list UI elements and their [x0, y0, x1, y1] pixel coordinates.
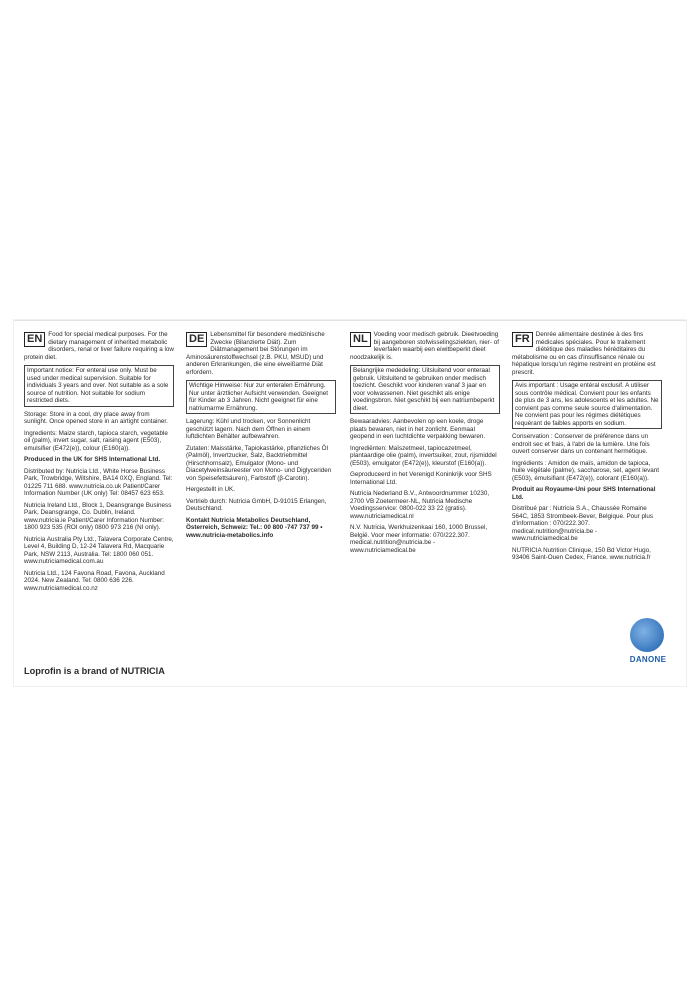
fr-header	[512, 331, 662, 376]
fr-notice-box	[512, 380, 662, 429]
nl-ingredients: Ingrediënten: Maïszetmeel, tapiocazetmeel, plantaardige olie (palm), invertsuiker, zout, rijsmiddel (E503), emulgator (E472(e)), kleurstof (E160(a)).	[350, 444, 497, 467]
nl-notice-box	[350, 365, 500, 414]
de-made: Hergestellt in UK.	[186, 486, 235, 493]
nl-storage: Bewaaradvies: Aanbevolen op een koele, droge plaats bewaren, niet in het zonlicht. Eenmaal geopend in een luchtdichte verpakking bewaren.	[350, 418, 486, 440]
de-column	[186, 331, 336, 543]
en-australia: Nutricia Australia Pty Ltd., Talavera Corporate Centre, Level 4, Building D, 12-24 Talavera Rd, Macquarie Park, NSW 2113, Australia. Tel: 1800 060 051. www.nutriciamedical.com.au	[24, 535, 174, 565]
language-tag-fr: FR	[512, 332, 533, 347]
fr-notice: Avis important : Usage entéral exclusif. A utiliser sous contrôle médical. Convient pour les enfants de plus de 3 ans, les adolescents et les adultes. Ne convient pas comme seule source d'alimentation. Ne convient pas pour les régimes diététiques requérant de faibles apports en sodium.	[515, 382, 659, 427]
fr-clinique: NUTRICIA Nutrition Clinique, 150 Bd Victor Hugo, 93406 Saint-Ouen Cedex, France. www.nutricia.fr	[512, 546, 651, 561]
fr-distributed: Distribué par : Nutricia S.A., Chaussée Romaine 564C, 1853 Strombeek-Bever, Belgique. Pour plus d'information : 070/222.307. medical.nutrition@nutricia.be - www.nutriciamedical.be	[512, 505, 654, 542]
fr-ingredients: Ingrédients : Amidon de maïs, amidon de tapioca, huile végétale (palme), saccharose, sel, agent levant (E503), émulsifiant (E472(e)), colorant (E160(a)).	[512, 459, 660, 482]
language-tag-nl: NL	[350, 332, 371, 347]
nl-produced: Geproduceerd in het Verenigd Koninkrijk voor SHS International Ltd.	[350, 471, 492, 486]
en-ireland: Nutricia Ireland Ltd., Block 1, Deansgrange Business Park, Deansgrange, Co. Dublin, Ireland. www.nutricia.ie Patient/Carer Information Number: 1800 923 535 (ROI only) 0800 973 216 (NI only).	[24, 501, 172, 531]
en-nz: Nutricia Ltd., 124 Favona Road, Favona, Auckland 2024. New Zealand. Tel: 0800 636 226. www.nutriciamedical.co.nz	[24, 569, 165, 592]
language-tag-de: DE	[186, 332, 207, 347]
danone-child-icon	[630, 618, 664, 652]
en-produced: Produced in the UK for SHS International Ltd.	[24, 456, 161, 463]
en-storage: Storage: Store in a cool, dry place away from sunlight. Once opened store in an airtight container.	[24, 410, 168, 425]
fr-intro: Denrée alimentaire destinée à des fins médicales spéciales. Pour le traitement diététique des maladies héréditaires du métabolisme ou en cas d'insuffisance rénale ou hépatique lorsqu'un régime restreint en protéine est prescrit.	[512, 331, 656, 376]
nl-notice: Belangrijke mededeling: Uitsluitend voor enteraal gebruik. Uitsluitend te gebruiken onder medisch toezicht. Geschikt voor kinderen vanaf 3 jaar en voor volwassenen. Niet geschikt als enige voedingsbron. Niet geschikt bij een natriumbeperkt dieet.	[353, 367, 495, 412]
en-notice: Important notice: For enteral use only. Must be used under medical supervision. Suitable for individuals 3 years and over. Not suitable as a sole source of nutrition. Not suitable for sodium restricted diets.	[27, 367, 169, 404]
en-intro: Food for special medical purposes. For the dietary management of inherited metabolic disorders, renal or liver failure requiring a low protein diet.	[24, 331, 174, 361]
label-panel	[14, 320, 686, 686]
nl-header	[350, 331, 500, 361]
en-ingredients: Ingredients: Maize starch, tapioca starch, vegetable oil (palm), invert sugar, salt, raising agent (E503), emulsifier (E472(e)), colour (E160(a)).	[24, 429, 168, 452]
brand-line: Loprofin is a brand of NUTRICIA	[24, 666, 165, 676]
fr-storage: Conservation : Conserver de préférence dans un endroit sec et frais, à l'abri de la lumière. Une fois ouvert conserver dans un contenant hermétique.	[512, 433, 650, 455]
nl-nutricia-nl: Nutricia Nederland B.V., Antwoordnummer 10230, 2700 VB Zoetermeer-NL, Nutricia Medische Voedingsservice: 0800-022 33 22 (gratis). www.nutriciamedical.nl	[350, 490, 490, 520]
en-column	[24, 331, 174, 596]
de-vertrieb: Vertrieb durch: Nutricia GmbH, D-91015 Erlangen, Deutschland.	[186, 497, 327, 512]
de-intro: Lebensmittel für besondere medizinische Zwecke (Bilanzierte Diät). Zum Diätmanagement bei Störungen im Aminosäurenstoffwechsel (z.B. PKU, MSUD) und anderen Erkrankungen, die eine eiweißarme Diät erfordern.	[186, 331, 325, 376]
fr-produced: Produit au Royaume-Uni pour SHS International Ltd.	[512, 486, 656, 501]
de-kontakt: Kontakt Nutricia Metabolics Deutschland, Österreich, Schweiz: Tel.: 00 800 -747 737 99 • www.nutricia-metabolics.info	[186, 516, 323, 539]
fr-column	[512, 331, 662, 566]
de-ingredients: Zutaten: Maisstärke, Tapiokastärke, pflanzliches Öl (Palmöl), Invertzucker, Salz, Backtriebmittel (Hirschhornsalz), Emulgator (Mono- und Diacetylweinsäureester von Mono- und Diglyceriden von Speisefettsäuren), Farbstoff (β-Carotin).	[186, 444, 332, 482]
language-tag-en: EN	[24, 332, 45, 347]
nl-nutricia-be: N.V. Nutricia, Werkhuizenkaai 160, 1000 Brussel, België. Voor meer informatie: 070/222.307. medical.nutrition@nutricia.be - www.nutriciamedical.be	[350, 524, 488, 554]
de-notice: Wichtige Hinweise: Nur zur enteralen Ernährung. Nur unter ärztlicher Aufsicht verwenden. Geeignet für Kinder ab 3 Jahren. Nicht geeignet für eine natriumarme Ernährung.	[189, 382, 328, 412]
nl-intro: Voeding voor medisch gebruik. Dieetvoeding bij aangeboren stofwisselingsziekten, nier- of leverfalen waarbij een eiwitbeperkt dieet noodzakelijk is.	[350, 331, 499, 361]
nl-column	[350, 331, 500, 558]
en-header	[24, 331, 174, 361]
danone-logo	[622, 618, 674, 678]
de-notice-box	[186, 380, 336, 414]
de-header	[186, 331, 336, 376]
en-notice-box	[24, 365, 174, 407]
de-storage: Lagerung: Kühl und trocken, vor Sonnenlicht geschützt lagern. Nach dem Öffnen in einem luftdichten Behälter aufbewahren.	[186, 418, 311, 440]
en-distributed: Distributed by: Nutricia Ltd., White Horse Business Park, Trowbridge, Wiltshire, BA14 0XQ, England. Tel: 01225 711 688. www.nutricia.co.uk Patient/Carer Information Number (UK only) Tel: 08457 623 653.	[24, 467, 173, 497]
danone-logo-text: DANONE	[629, 655, 667, 664]
